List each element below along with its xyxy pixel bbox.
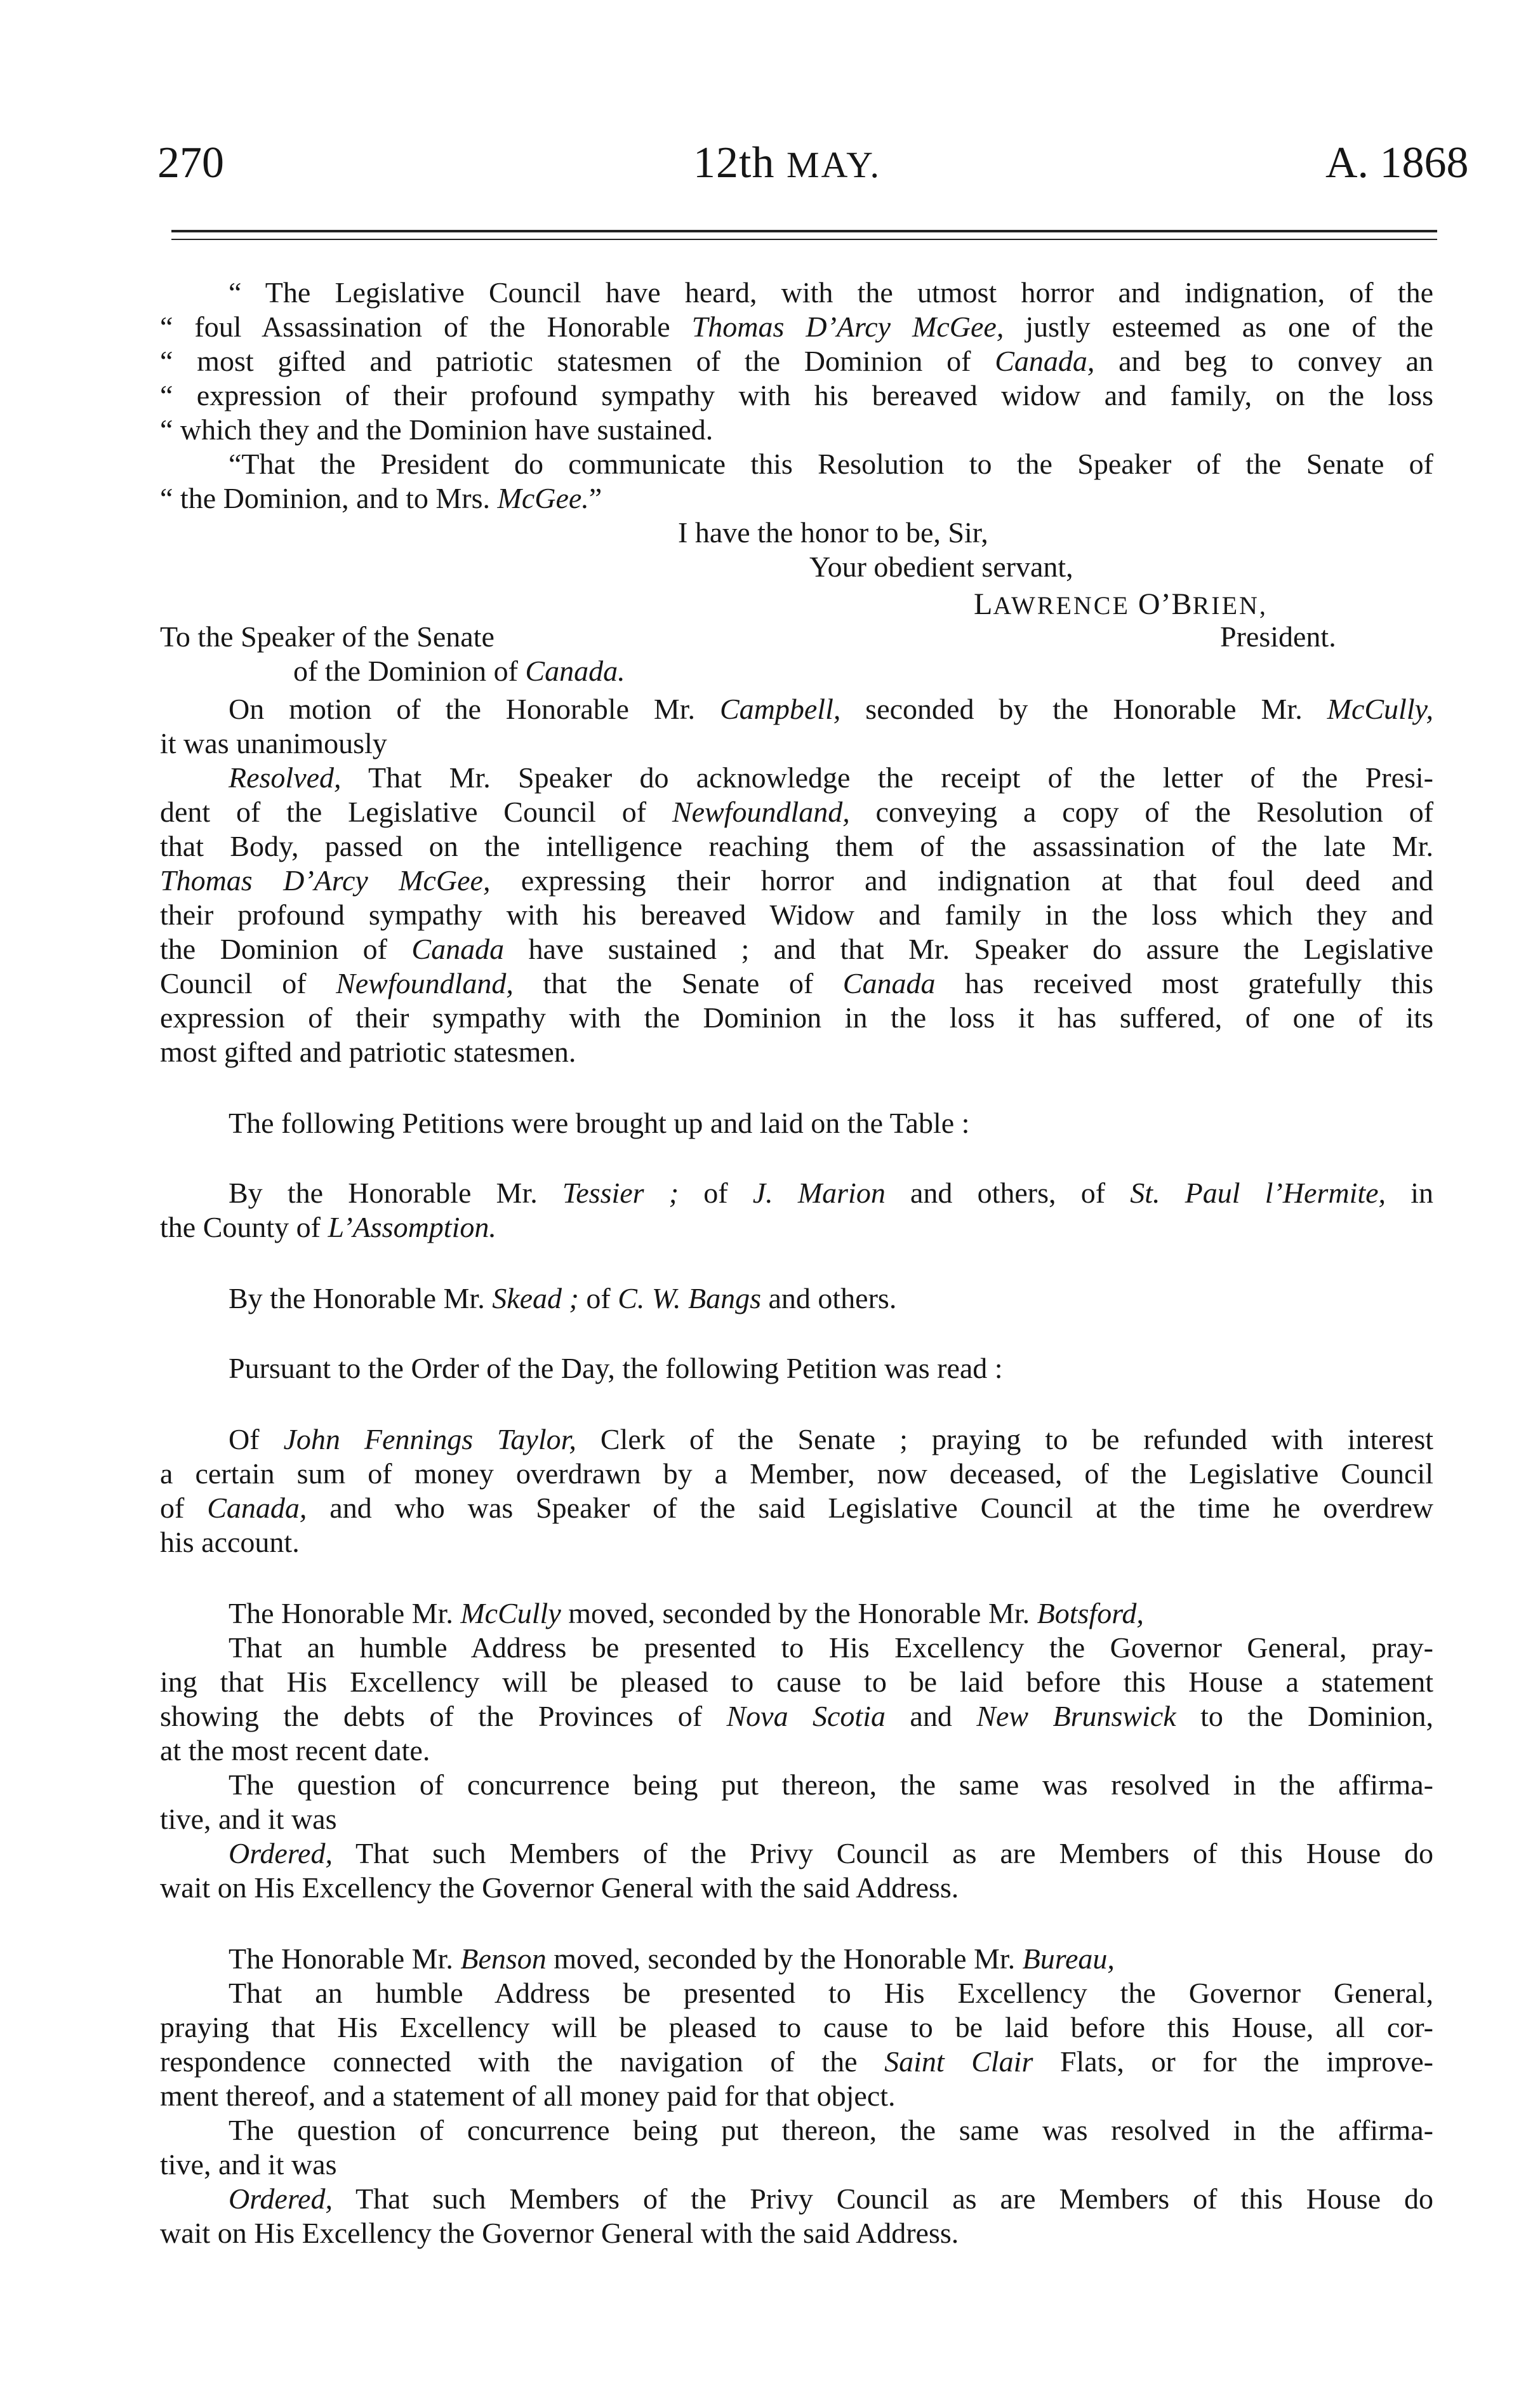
text-line: ment thereof, and a statement of all money paid for that object. xyxy=(160,2080,896,2112)
text-line: The following Petitions were brought up and laid on the Table : xyxy=(229,1107,970,1139)
text-line: That an humble Address be presented to His Excellency the Governor General, xyxy=(229,1977,1433,2009)
running-head-date xyxy=(693,138,881,187)
text-line: Ordered, That such Members of the Privy Council as are Members of this House do xyxy=(229,2182,1433,2215)
date-month: MAY. xyxy=(786,144,881,185)
signature: LAWRENCE O’BRIEN, xyxy=(974,587,1268,621)
text-line: that Body, passed on the intelligence reaching them of the assassination of the late Mr. xyxy=(160,830,1433,862)
text-line: By the Honorable Mr. Skead ; of C. W. Bangs and others. xyxy=(229,1282,897,1314)
text-line: “ foul Assassination of the Honorable Thomas D’Arcy McGee, justly esteemed as one of the xyxy=(160,311,1433,343)
running-head-year: A. 1868 xyxy=(1325,138,1469,187)
text-line: The Honorable Mr. Benson moved, seconded by the Honorable Mr. Bureau, xyxy=(229,1942,1115,1975)
text-line: showing the debts of the Provinces of Nova Scotia and New Brunswick to the Dominion, xyxy=(160,1700,1434,1732)
text-line: “ which they and the Dominion have sustained. xyxy=(160,413,714,446)
text-line: Council of Newfoundland, that the Senate of Canada has received most gratefully this xyxy=(160,967,1434,999)
header-rule-thick xyxy=(171,230,1437,232)
text-line: The question of concurrence being put thereon, the same was resolved in the affirma- xyxy=(229,1768,1433,1801)
header-rule-thin xyxy=(171,239,1437,240)
text-line: Ordered, That such Members of the Privy Council as are Members of this House do xyxy=(229,1837,1433,1869)
text-line: Resolved, That Mr. Speaker do acknowledge the receipt of the letter of the Presi- xyxy=(229,761,1433,794)
text-line: “ The Legislative Council have heard, with the utmost horror and indignation, of the xyxy=(229,276,1433,309)
letter-closing: I have the honor to be, Sir, xyxy=(678,516,988,549)
addressee: of the Dominion of Canada. xyxy=(293,655,625,687)
text-line: praying that His Excellency will be pleased to cause to be laid before this House, all cor- xyxy=(160,2011,1433,2043)
letter-closing: Your obedient servant, xyxy=(809,551,1073,583)
text-line: a certain sum of money overdrawn by a Member, now deceased, of the Legislative Council xyxy=(160,1457,1433,1490)
text-line: tive, and it was xyxy=(160,1803,337,1835)
text-line: Of John Fennings Taylor, Clerk of the Senate ; praying to be refunded with interest xyxy=(229,1423,1433,1455)
text-line: respondence connected with the navigation of the Saint Clair Flats, or for the improve- xyxy=(160,2045,1433,2078)
text-line: “That the President do communicate this Resolution to the Speaker of the Senate of xyxy=(229,448,1433,480)
addressee: To the Speaker of the Senate xyxy=(160,620,495,653)
text-line: the Dominion of Canada have sustained ; and that Mr. Speaker do assure the Legislative xyxy=(160,933,1433,965)
text-line: On motion of the Honorable Mr. Campbell, seconded by the Honorable Mr. McCully, xyxy=(229,693,1433,725)
text-line: “ most gifted and patriotic statesmen of the Dominion of Canada, and beg to convey an xyxy=(160,345,1434,377)
page-number: 270 xyxy=(157,138,224,187)
text-line: That an humble Address be presented to His Excellency the Governor General, pray- xyxy=(229,1631,1433,1664)
text-line: of Canada, and who was Speaker of the said Legislative Council at the time he overdrew xyxy=(160,1492,1433,1524)
text-line: the County of L’Assomption. xyxy=(160,1211,496,1243)
text-line: expression of their sympathy with the Dominion in the loss it has suffered, of one of its xyxy=(160,1001,1433,1034)
text-line: his account. xyxy=(160,1526,300,1558)
text-line: By the Honorable Mr. Tessier ; of J. Marion and others, of St. Paul l’Hermite, in xyxy=(229,1177,1434,1209)
text-line: Pursuant to the Order of the Day, the following Petition was read : xyxy=(229,1352,1003,1384)
text-line: it was unanimously xyxy=(160,727,387,759)
text-line: most gifted and patriotic statesmen. xyxy=(160,1036,576,1068)
text-line: The Honorable Mr. McCully moved, seconded by the Honorable Mr. Botsford, xyxy=(229,1597,1144,1629)
text-line: ing that His Excellency will be pleased to cause to be laid before this House a statement xyxy=(160,1666,1433,1698)
text-line: tive, and it was xyxy=(160,2148,337,2181)
text-line: “ the Dominion, and to Mrs. McGee.” xyxy=(160,482,602,514)
text-line: their profound sympathy with his bereaved Widow and family in the loss which they and xyxy=(160,899,1433,931)
text-line: “ expression of their profound sympathy with his bereaved widow and family, on the loss xyxy=(160,379,1433,411)
text-line: wait on His Excellency the Governor General with the said Address. xyxy=(160,1871,959,1904)
date-day: 12th xyxy=(693,138,775,187)
text-line: wait on His Excellency the Governor General with the said Address. xyxy=(160,2217,959,2249)
text-line: dent of the Legislative Council of Newfoundland, conveying a copy of the Resolution of xyxy=(160,796,1434,828)
text-line: Thomas D’Arcy McGee, expressing their horror and indignation at that foul deed and xyxy=(160,864,1433,897)
text-line: The question of concurrence being put thereon, the same was resolved in the affirma- xyxy=(229,2114,1433,2146)
signature-title: President. xyxy=(1220,620,1336,653)
text-line: at the most recent date. xyxy=(160,1734,430,1767)
